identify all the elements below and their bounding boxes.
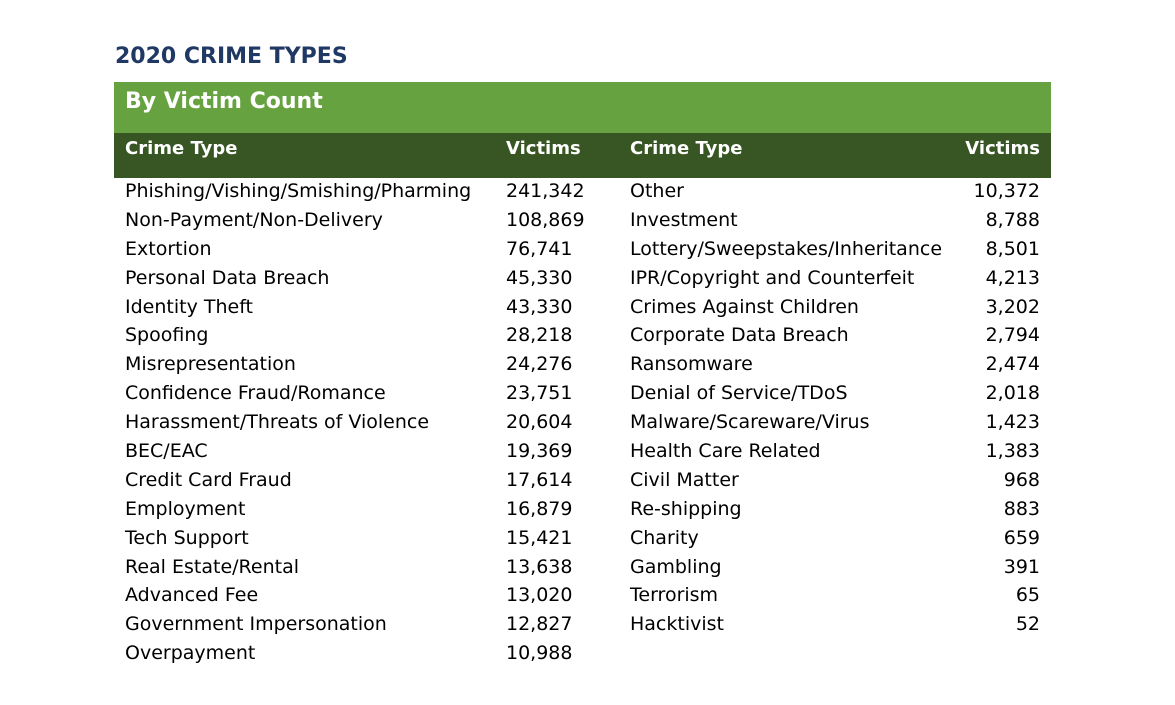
left-crime-type: Real Estate/Rental	[125, 555, 299, 578]
left-crime-type: Phishing/Vishing/Smishing/Pharming	[125, 180, 472, 202]
header-crime-type-right: Crime Type	[630, 138, 743, 159]
right-victims: 2,474	[985, 353, 1040, 376]
table-row	[114, 236, 1051, 265]
left-victims: 19,369	[506, 440, 573, 463]
right-victims: 1,423	[985, 411, 1040, 434]
left-victims: 28,218	[506, 324, 573, 347]
left-crime-type: Misrepresentation	[125, 353, 296, 376]
right-crime-type: Terrorism	[630, 584, 719, 607]
right-victims: 2,794	[985, 324, 1040, 347]
left-victims: 45,330	[506, 266, 573, 289]
left-victims: 24,276	[506, 353, 573, 376]
left-crime-type: Government Impersonation	[125, 613, 387, 636]
left-crime-type: Identity Theft	[125, 295, 253, 318]
left-crime-type: Overpayment	[125, 642, 256, 665]
right-victims: 8,501	[985, 237, 1040, 260]
left-crime-type: BEC/EAC	[125, 440, 208, 463]
table-row	[114, 640, 1051, 669]
right-victims: 883	[1003, 497, 1040, 520]
table-row	[114, 611, 1051, 640]
page-title: 2020 CRIME TYPES	[115, 44, 348, 69]
right-crime-type: Civil Matter	[630, 468, 739, 491]
right-crime-type: Investment	[630, 208, 738, 231]
left-victims: 23,751	[506, 382, 573, 405]
left-victims: 16,879	[506, 497, 573, 520]
header-victims-left: Victims	[506, 138, 581, 159]
right-crime-type: Gambling	[630, 555, 722, 578]
left-victims: 241,342	[506, 180, 585, 202]
right-victims: 1,383	[985, 440, 1040, 463]
left-crime-type: Tech Support	[125, 526, 249, 549]
left-victims: 108,869	[506, 208, 585, 231]
right-victims: 65	[1015, 584, 1040, 607]
table-row	[114, 351, 1051, 380]
right-victims: 4,213	[985, 266, 1040, 289]
right-crime-type: IPR/Copyright and Counterfeit	[630, 266, 915, 289]
right-crime-type: Hacktivist	[630, 613, 724, 636]
right-crime-type: Corporate Data Breach	[630, 324, 849, 347]
right-victims: 391	[1003, 555, 1040, 578]
table-row	[114, 207, 1051, 236]
table-row	[114, 467, 1051, 496]
left-crime-type: Harassment/Threats of Violence	[125, 411, 430, 434]
right-crime-type: Lottery/Sweepstakes/Inheritance	[630, 237, 943, 260]
right-victims: 3,202	[985, 295, 1040, 318]
table-row	[114, 438, 1051, 467]
right-crime-type: Ransomware	[630, 353, 753, 376]
left-crime-type: Credit Card Fraud	[125, 468, 292, 491]
table-row	[114, 178, 1051, 207]
table-row	[114, 582, 1051, 611]
left-victims: 13,638	[506, 555, 573, 578]
right-victims: 8,788	[985, 208, 1040, 231]
table-row	[114, 322, 1051, 351]
table-row	[114, 265, 1051, 294]
right-crime-type: Crimes Against Children	[630, 295, 859, 318]
left-crime-type: Extortion	[125, 237, 212, 260]
left-victims: 76,741	[506, 237, 573, 260]
right-crime-type: Malware/Scareware/Virus	[630, 411, 870, 434]
table-row	[114, 409, 1051, 438]
right-victims: 659	[1003, 526, 1040, 549]
right-crime-type: Health Care Related	[630, 440, 821, 463]
table-row	[114, 294, 1051, 323]
right-victims: 2,018	[985, 382, 1040, 405]
left-crime-type: Confidence Fraud/Romance	[125, 382, 386, 405]
header-crime-type-left: Crime Type	[125, 138, 238, 159]
table-row	[114, 496, 1051, 525]
table-body	[114, 178, 1051, 669]
table-subtitle: By Victim Count	[125, 89, 323, 114]
table-row	[114, 554, 1051, 583]
subtitle-bar	[114, 82, 1051, 133]
left-victims: 12,827	[506, 613, 573, 636]
left-crime-type: Advanced Fee	[125, 584, 259, 607]
right-crime-type: Other	[630, 180, 684, 202]
table-row	[114, 525, 1051, 554]
header-victims-right: Victims	[965, 138, 1040, 159]
left-victims: 20,604	[506, 411, 573, 434]
right-victims: 52	[1015, 613, 1040, 636]
table-row	[114, 380, 1051, 409]
right-crime-type: Re-shipping	[630, 497, 742, 520]
left-crime-type: Non-Payment/Non-Delivery	[125, 208, 383, 231]
left-crime-type: Employment	[125, 497, 246, 520]
left-victims: 17,614	[506, 468, 573, 491]
left-victims: 43,330	[506, 295, 573, 318]
right-crime-type: Charity	[630, 526, 699, 549]
right-victims: 968	[1003, 468, 1040, 491]
right-crime-type: Denial of Service/TDoS	[630, 382, 848, 405]
left-crime-type: Spoofing	[125, 324, 209, 347]
left-victims: 13,020	[506, 584, 573, 607]
right-victims: 10,372	[973, 180, 1040, 202]
table-header	[114, 133, 1051, 178]
left-victims: 15,421	[506, 526, 573, 549]
left-victims: 10,988	[506, 642, 573, 665]
left-crime-type: Personal Data Breach	[125, 266, 330, 289]
